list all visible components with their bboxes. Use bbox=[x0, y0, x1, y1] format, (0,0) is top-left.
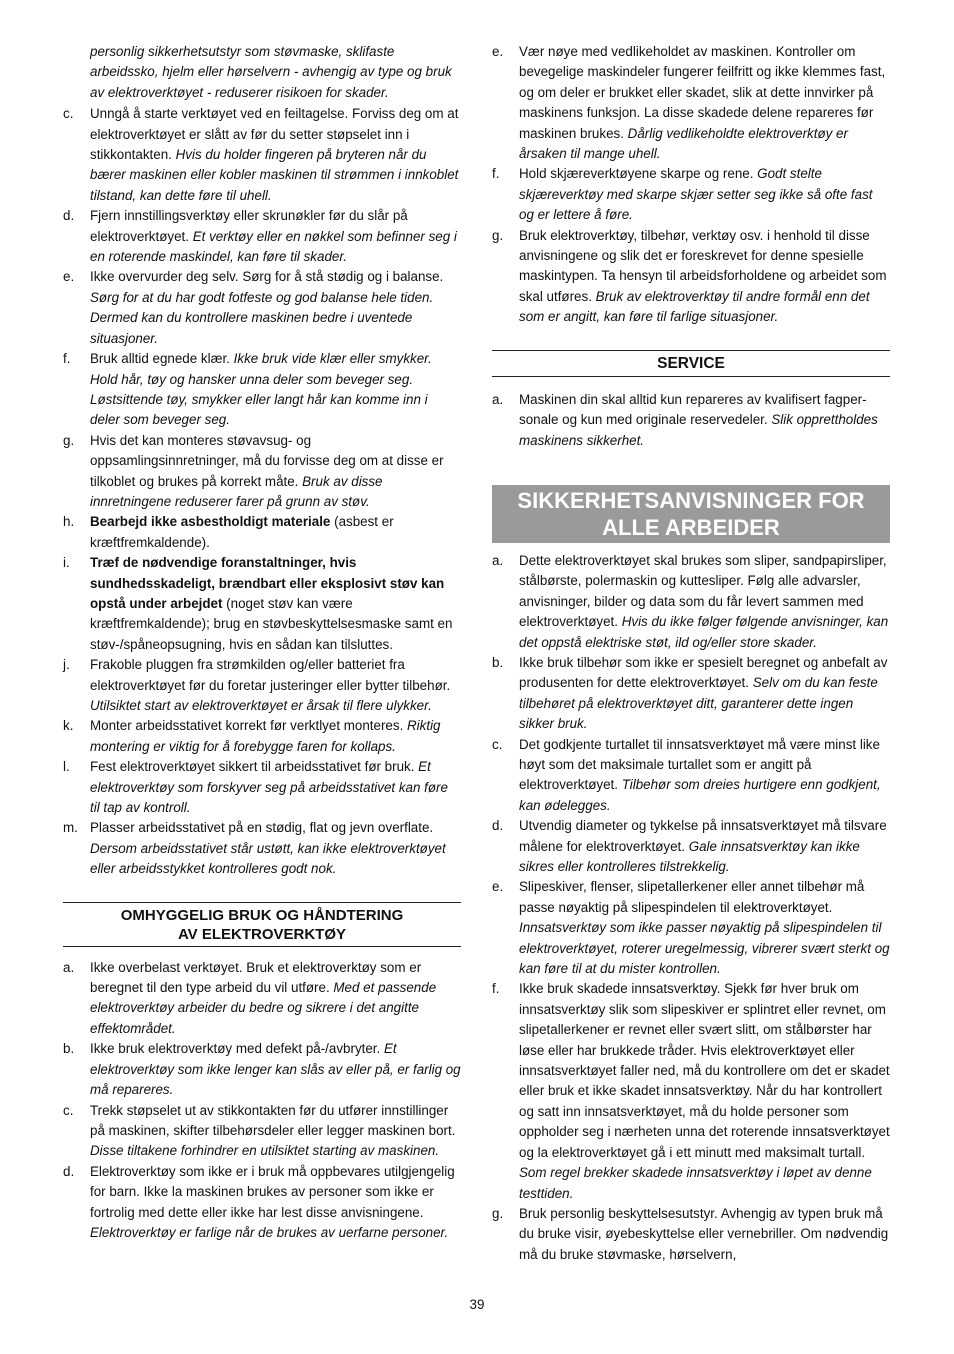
list-item: b. Ikke bruk elektroverktøy med defekt på-/avbryter. Et elektroverktøy som ikke lenger kan slås av eller på, er farlig og må repareres. bbox=[63, 1041, 461, 1098]
section-heading-service: SERVICE bbox=[492, 350, 890, 377]
list-item-h: h. Bearbejd ikke asbestholdigt materiale (asbest er kræftfremkaldende). bbox=[63, 514, 394, 550]
list-item: a. Ikke overbelast verktøyet. Bruk et elektroverktøy som er beregnet til den type arbeid du vil utføre. Med et passende elektroverktøy arbeider du bedre og sikrere i det angitte effektområdet. bbox=[63, 959, 437, 1036]
list-left-mid bbox=[63, 655, 461, 879]
list-item: c. Trekk støpselet ut av stikkontakten før du utfører innstillinger på maskinen, skifter tilbehørsdeler eller legger maskinen bort. Disse tiltakene forhindrer en utilsiktet starting av maskinen. bbox=[63, 1102, 456, 1159]
list-item: g. Bruk personlig beskyttelsesutstyr. Avhengig av typen bruk må du bruke visir, øyebeskyttelse eller vernebriller. Om nødvendig må du bruke støvmaske, hørselvern, bbox=[492, 1205, 889, 1262]
list-item: e. Vær nøye med vedlikeholdet av maskinen. Kontroller om bevegelige maskindeler fungerer feilfritt og ikke klemmes fast, og om deler er brukket eller skadet, slik at dette innvirker på maskinens funksjon. La disse skadede delene repareres før maskinen brukes. Dårlig vedlikeholdte elektroverktøy er årsaken til mange uhell. bbox=[492, 44, 886, 162]
list-item: a. Maskinen din skal alltid kun repareres av kvalifisert fagper-sonale og kun med originale reservedeler. Slik opprettholdes maskinens sikkerhet. bbox=[492, 391, 878, 448]
list-left-top bbox=[63, 104, 461, 512]
list-item: b. Ikke bruk tilbehør som ikke er spesielt beregnet og anbefalt av produsenten for dette elektroverktøyet. Selv om du kan feste tilbehøret på elektroverktøyet ditt, garanterer dette ingen sikker bruk. bbox=[492, 654, 888, 732]
list-item: l. Fest elektroverktøyet sikkert til arbeidsstativet før bruk. Et elektroverktøy som forskyver seg på arbeidsstativet kan føre til tap av kontroll. bbox=[63, 759, 448, 816]
list-item: g. Bruk elektroverktøy, tilbehør, verktøy osv. i henhold til disse anvisningene og slik det er foreskrevet for denne spesielle maskintypen. Ta hensyn til arbeidsforholdene og arbeidet som skal utføres. Bruk av elektroverktøy til andre formål enn det som er angitt, kan føre til farlige situasjoner. bbox=[492, 227, 887, 325]
list-item: d. Elektroverktøy som ikke er i bruk må oppbevares utilgjengelig for barn. Ikke la maskinen brukes av personer som ikke er fortrolig med dette eller ikke har lest disse anvisningene. Elektroverktøy er farlige når de brukes av uerfarne personer. bbox=[63, 1163, 455, 1240]
list-right-bottom bbox=[492, 551, 890, 1265]
list-item: f. Ikke bruk skadede innsatsverktøy. Sjekk før hver bruk om innsatsverktøy slik som slipeskiver er splintret eller revnet, om slipetallerkener er revnet eller svært slitt, om stålbørster har løse eller har brukkede tråder. Hvis elektroverktøyet eller innsatsverktøyet faller ned, må du kontrollere om det er skadet eller bruk et ikke skadet innsatsverktøy. Når du har kontrollert og satt inn innsatsverktøyet, må du holde personer som oppholder seg i nærheten unna det roterende innsatsverktøyet og la elektroverktøyet gå i ett minutt med maksimalt turtall. Som regel brekker skadede innsatsverktøy i løpet av denne testtiden. bbox=[492, 981, 890, 1201]
list-left-bottom bbox=[63, 958, 461, 1244]
right-column bbox=[492, 42, 890, 1265]
left-column bbox=[63, 42, 461, 1243]
list-item: c. Unngå å starte verktøyet ved en feiltagelse. Forviss deg om at elektroverktøyet er slått av før du setter støpselet inn i stikkontakten. Hvis du holder fingeren på bryteren når du bærer maskinen eller kobler maskinen til strømmen i innkoblet tilstand, kan dette føre til uhell. bbox=[63, 106, 459, 203]
section-heading-careful-use: OMHYGGELIG BRUK OG HÅNDTERING AV ELEKTROVERKTØY bbox=[63, 902, 461, 947]
list-item: c. Det godkjente turtallet til innsatsverktøyet må være minst like høyt som det maksimale turtallet som er angitt på elektroverktøyet. Tilbehør som dreies hurtigere enn godkjent, kan ødelegges. bbox=[492, 736, 881, 813]
continued-paragraph: personlig sikkerhetsutstyr som støvmaske, sklifaste arbeidssko, hjelm eller hørselvern - avhengig av type og bruk av elektroverktøyet - reduserer risikoen for skader. bbox=[90, 44, 452, 100]
list-item: k. Monter arbeidsstativet korrekt før verktlyet monteres. Riktig montering er viktig for å forebygge faren for kollaps. bbox=[63, 718, 441, 754]
list-service bbox=[492, 390, 890, 451]
page-number: 39 bbox=[469, 1297, 485, 1312]
list-item: g. Hvis det kan monteres støvavsug- og oppsamlingsinnretninger, må du forvisse deg om at disse er tilkoblet og brukes på korrekt måte. Bruk av disse innretningene reduserer farer på grunn av støv. bbox=[63, 432, 444, 509]
list-item: a. Dette elektroverktøyet skal brukes som sliper, sandpapirsliper, stålbørste, polermaskin og kuttesliper. Følg alle advarsler, anvisninger, bilder og data som du får levert sammen med elektroverktøyet. Hvis du ikke følger følgende anvisninger, kan det oppstå elektriske støt, ild og/eller store skader. bbox=[492, 552, 889, 650]
list-item: f. Hold skjæreverktøyene skarpe og rene. Godt stelte skjæreverktøy med skarpe skjær setter seg ikke så ofte fast og er lettere å føre. bbox=[492, 166, 873, 223]
list-item: j. Frakoble pluggen fra strømkilden og/eller batteriet fra elektroverktøyet før du foretar justeringer eller bytter tilbehør. Utilsiktet start av elektroverktøyet er årsak til flere ulykker. bbox=[63, 657, 451, 713]
list-item: e. Slipeskiver, flenser, slipetallerkener eller annet tilbehør må passe nøyaktig på slipespindelen til elektroverktøyet. Innsatsverktøy som ikke passer nøyaktig på slipespindelen til elektroverktøyet, roterer uregelmessig, vibrerer svært sterkt og kan føre til at du mister kontrollen. bbox=[492, 879, 890, 977]
list-item: e. Ikke overvurder deg selv. Sørg for å stå stødig og i balanse. Sørg for at du har godt fotfeste og god balanse hele tiden. Dermed kan du kontrollere maskinen bedre i uventede situasjoner. bbox=[63, 269, 444, 346]
list-item-i: i. Træf de nødvendige foranstaltninger, hvis sundhedsskadeligt, brændbart eller eksplosivt støv kan opstå under arbejdet (noget støv kan være kræftfremkaldende); brug en støvbeskyttelsesmaske samt en støv-/spåneopsugning, hvis en sådan kan tilsluttes. bbox=[63, 555, 453, 652]
list-item: m. Plasser arbeidsstativet på en stødig, flat og jevn overflate. Dersom arbeidsstativet står ustøtt, kan ikke elektroverktøyet eller arbeidsstykket kontrolleres godt nok. bbox=[63, 820, 446, 877]
list-item: f. Bruk alltid egnede klær. Ikke bruk vide klær eller smykker. Hold hår, tøy og hansker unna deler som beveger seg. Løstsittende tøy, smykker eller langt hår kan komme inn i deler som beveger seg. bbox=[63, 351, 432, 428]
banner-safety-all-work: SIKKERHETSANVISNINGER FOR ALLE ARBEIDER bbox=[492, 485, 890, 543]
list-item: d. Utvendig diameter og tykkelse på innsatsverktøyet må tilsvare målene for elektroverktøyet. Gale innsatsverktøy kan ikke sikres eller kontrolleres tilstrekkelig. bbox=[492, 818, 887, 874]
list-right-top bbox=[492, 42, 890, 328]
list-item: d. Fjern innstillingsverktøy eller skrunøkler før du slår på elektroverktøyet. Et verktøy eller en nøkkel som befinner seg i en roterende maskindel, kan føre til skader. bbox=[63, 208, 457, 265]
